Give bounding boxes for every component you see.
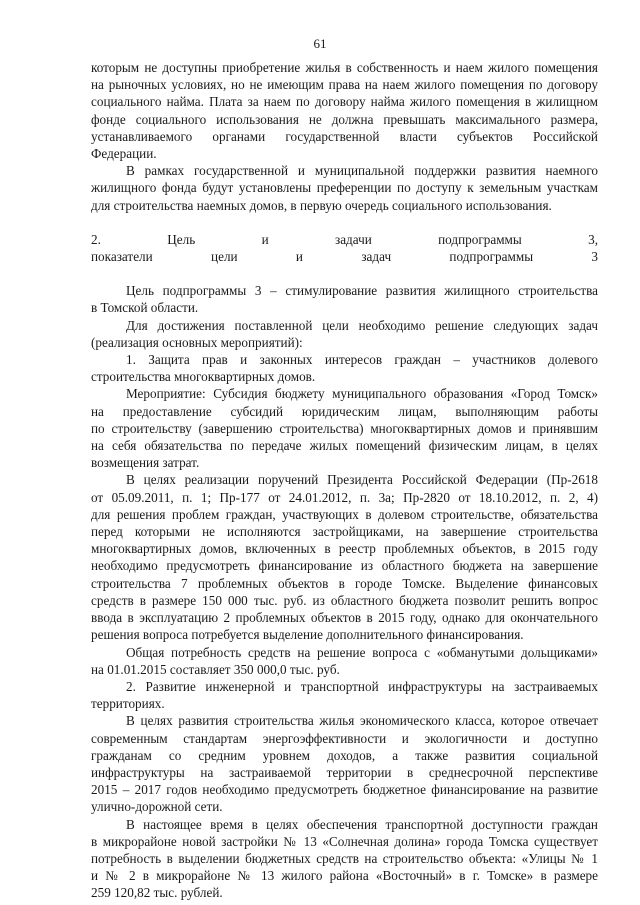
text-line: современным стандартам энергоэффективности и экологичности и доступно xyxy=(91,730,598,746)
section-heading-line-1: 2. Цель и задачи подпрограммы 3, xyxy=(91,231,598,247)
text-line: Мероприятие: Субсидия бюджету муниципального образования «Город Томск» xyxy=(126,386,598,402)
text-line: жилищного фонда будут установлены преференции по доступу к земельным участкам xyxy=(91,180,598,196)
intro-paragraphs xyxy=(91,59,598,214)
text-line: 1. Защита прав и законных интересов граждан – участников долевого xyxy=(126,352,598,368)
text-line: фонде социального использования не должна превышать максимального размера, xyxy=(91,111,598,127)
text-line: возмещения затрат. xyxy=(91,455,200,471)
text-line: В рамках государственной и муниципальной поддержки развития наемного xyxy=(126,163,598,179)
text-line: на рыночных условиях, но не имеющим права на наем жилого помещения по договору xyxy=(91,77,598,93)
text-line: В настоящее время в целях обеспечения транспортной доступности граждан xyxy=(126,816,598,832)
text-line: Для достижения поставленной цели необходимо решение следующих задач xyxy=(126,317,598,333)
text-line: по строительству (завершению строительства) многоквартирных домов и принявшим xyxy=(91,420,598,436)
section-heading-line-2: показатели цели и задач подпрограммы 3 xyxy=(91,249,598,265)
text-line: инфраструктуры на застраиваемой территории в среднесрочной перспективе xyxy=(91,764,598,780)
text-line: социального найма. Плата за наем по договору найма жилого помещения в жилищном xyxy=(91,94,598,110)
text-line: в Томской области. xyxy=(91,300,199,316)
text-line: Общая потребность средств на решение вопроса с «обманутыми дольщиками» xyxy=(126,644,598,660)
text-line: в микрорайоне новой застройки № 13 «Солнечная долина» города Томска существует xyxy=(91,833,598,849)
text-line: строительства многоквартирных домов. xyxy=(91,369,316,385)
text-line: В целях реализации поручений Президента Российской Федерации (Пр-2618 xyxy=(126,472,598,488)
text-line: В целях развития строительства жилья экономического класса, которое отвечает xyxy=(126,713,598,729)
text-line: 2. Развитие инженерной и транспортной инфраструктуры на застраиваемых xyxy=(126,678,598,694)
text-line: устанавливаемого органами государственной власти субъектов Российской xyxy=(91,128,598,144)
text-line: (реализация основных мероприятий): xyxy=(91,334,303,350)
text-line: ввода в эксплуатацию 2 проблемных объектов в 2015 году, однако для окончательного xyxy=(91,610,598,626)
text-line: на предоставление субсидий юридическим лицам, выполняющим работы xyxy=(91,403,598,419)
document-body xyxy=(91,59,598,902)
text-line: Цель подпрограммы 3 – стимулирование развития жилищного строительства xyxy=(126,283,598,299)
text-line: перед которыми не исполняются застройщиками, на завершение строительства xyxy=(91,524,598,540)
text-line: и № 2 в микрорайоне № 13 жилого района «Восточный» в г. Томске» в размере xyxy=(91,868,598,884)
text-line: решения вопроса потребуется выделение дополнительного финансирования. xyxy=(91,627,524,643)
text-line: от 05.09.2011, п. 1; Пр-177 от 24.01.2012, п. 3а; Пр-2820 от 18.10.2012, п. 2, 4) xyxy=(91,489,598,505)
text-line: строительства 7 проблемных объектов в городе Томске. Выделение финансовых xyxy=(91,575,598,591)
text-line: гражданам со средним уровнем доходов, а также развития социальной xyxy=(91,747,598,763)
text-line: средств в размере 150 000 тыс. руб. из областного бюджета позволит решить вопрос xyxy=(91,592,598,608)
text-line: на 01.01.2015 составляет 350 000,0 тыс. руб. xyxy=(91,661,340,677)
section-paragraphs xyxy=(91,282,598,901)
text-line: для строительства наемных домов, в первую очередь социального использования. xyxy=(91,197,552,213)
text-line: для решения проблем граждан, участвующих в долевом строительстве, обязательства xyxy=(91,506,598,522)
page-number: 61 xyxy=(313,36,327,51)
text-line: которым не доступны приобретение жилья в собственность и наем жилого помещения xyxy=(91,60,598,75)
text-line: 259 120,82 тыс. рублей. xyxy=(91,885,223,901)
text-line: улично-дорожной сети. xyxy=(91,799,223,815)
text-line: на себя обязательства по передаче жилых помещений физическим лицам, в целях xyxy=(91,438,598,454)
text-line: многоквартирных домов, включенных в реестр проблемных объектов, в 2015 году xyxy=(91,541,598,557)
text-line: территориях. xyxy=(91,696,165,712)
text-line: необходимо предусмотреть финансирование из областного бюджета на завершение xyxy=(91,558,598,574)
text-line: 2015 – 2017 годов необходимо предусмотреть бюджетное финансирование на развитие xyxy=(91,782,598,798)
text-line: потребность в выделении бюджетных средств на строительство объекта: «Улицы № 1 xyxy=(91,850,598,866)
text-line: Федерации. xyxy=(91,146,157,162)
